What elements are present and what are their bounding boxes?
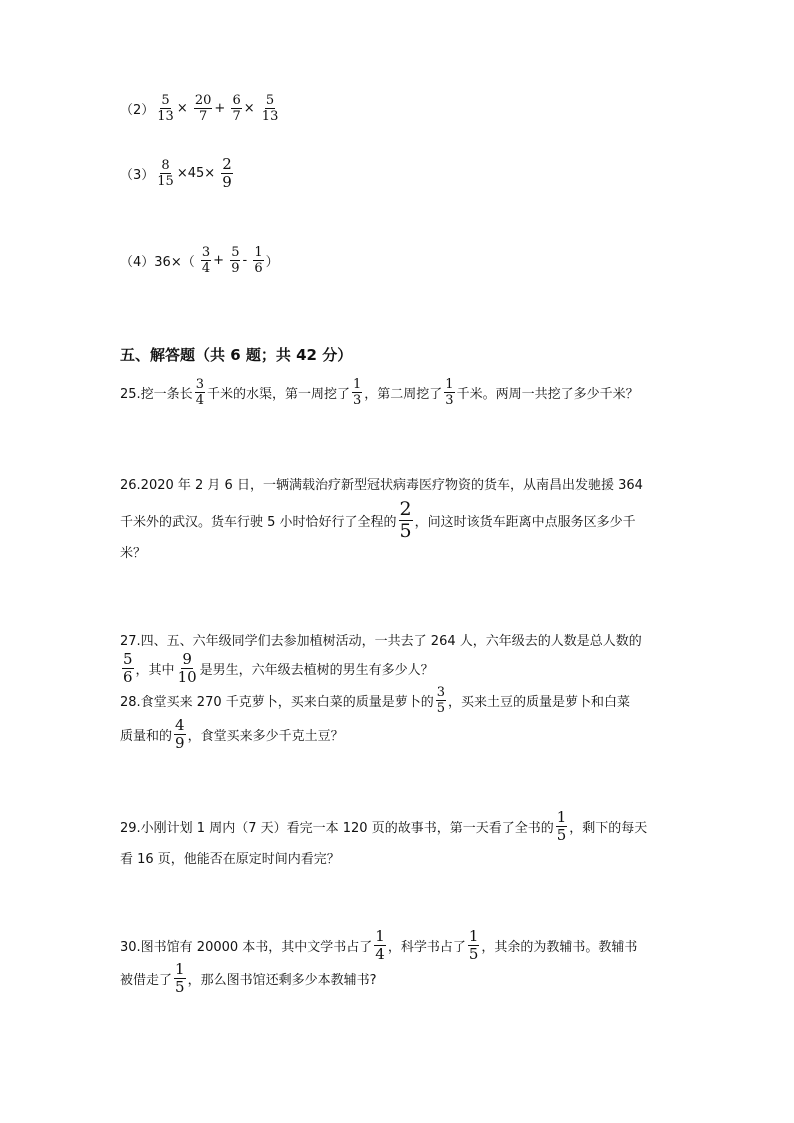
fraction: $\frac{6}{7}$	[232, 93, 241, 124]
operator: ×	[176, 101, 188, 116]
question-text: 千米外的武汉。货车行驶 5 小时恰好行了全程的	[120, 515, 397, 530]
question-text: ，第二周挖了	[364, 387, 443, 402]
operator: -	[242, 253, 248, 268]
question-text: 30.图书馆有 20000 本书，其中文学书占了	[120, 940, 373, 955]
fraction: $\frac{1}{5}$	[175, 960, 185, 996]
fraction: $\frac{3}{5}$	[436, 685, 446, 716]
calc-item-3	[120, 157, 235, 190]
question-26-line-1	[120, 474, 643, 493]
question-29-line-2	[120, 848, 340, 867]
question-text: 千米的水渠，第一周挖了	[206, 387, 350, 402]
calc-item-4	[120, 246, 279, 275]
question-28-line-1	[120, 686, 630, 715]
question-text: 是男生，六年级去植树的男生有多少人？	[199, 663, 434, 678]
item-label: （2）	[120, 103, 155, 118]
fraction: $\frac{20}{7}$	[194, 93, 212, 124]
question-text: ，买来土豆的质量是萝卜和白菜	[448, 695, 631, 710]
fraction: $\frac{1}{3}$	[352, 377, 362, 408]
operator: +	[213, 253, 225, 268]
question-text: 被借走了	[120, 973, 173, 988]
question-25	[120, 378, 639, 407]
calc-item-2	[120, 94, 281, 123]
fraction: $\frac{3}{4}$	[195, 377, 204, 408]
fraction: $\frac{1}{6}$	[254, 245, 263, 276]
fraction: $\frac{1}{5}$	[468, 927, 479, 963]
fraction: $\frac{8}{15}$	[157, 158, 174, 189]
expression-text: 36×（	[154, 255, 195, 270]
question-text: 看 16 页，他能否在原定时间内看完？	[120, 852, 340, 867]
fraction: $\frac{1}{4}$	[375, 927, 385, 963]
fraction: $\frac{5}{13}$	[261, 93, 279, 124]
item-label: （3）	[120, 168, 155, 183]
section-title: 五、解答题（共 6 题；共 42 分）	[120, 346, 353, 364]
question-text: ，其中	[135, 663, 175, 678]
operator: ×	[243, 101, 255, 116]
question-text: ，那么图书馆还剩多少本教辅书?	[187, 973, 377, 988]
fraction: $\frac{2}{9}$	[222, 155, 232, 191]
question-text: ，科学书占了	[387, 940, 466, 955]
expression-text: ）	[265, 255, 279, 270]
item-label: （4）	[120, 255, 155, 270]
question-28-line-2	[120, 718, 344, 751]
fraction: $\frac{1}{5}$	[556, 808, 567, 844]
question-29-line-1	[120, 810, 647, 843]
fraction: $\frac{5}{6}$	[123, 650, 133, 686]
question-text: ，食堂买来多少千克土豆？	[187, 729, 344, 744]
expression-text: ×45×	[176, 166, 216, 181]
question-26-line-3	[120, 542, 146, 561]
question-text: 29.小刚计划 1 周内（7 天）看完一本 120 页的故事书，第一天看了全书的	[120, 821, 554, 836]
fraction: $\frac{5}{9}$	[231, 245, 240, 276]
question-text: 千米。两周一共挖了多少千米？	[456, 387, 639, 402]
question-text: ，问这时该货车距离中点服务区多少千	[414, 515, 636, 530]
question-text: ，剩下的每天	[569, 821, 648, 836]
fraction: $\frac{4}{9}$	[175, 716, 185, 752]
question-text: ，其余的为教辅书。教辅书	[481, 940, 638, 955]
fraction: $\frac{5}{13}$	[157, 93, 174, 124]
operator: +	[214, 101, 226, 116]
fraction: $\frac{9}{10}$	[177, 650, 197, 686]
question-text: 26.2020 年 2 月 6 日，一辆满载治疗新型冠状病毒医疗物资的货车，从南昌出发驰援 364	[120, 478, 643, 493]
question-27-line-2	[120, 652, 434, 685]
question-text: 27.四、五、六年级同学们去参加植树活动，一共去了 264 人，六年级去的人数是总人数的	[120, 634, 642, 649]
question-30-line-2	[120, 962, 376, 995]
fraction: $\frac{1}{3}$	[445, 377, 454, 408]
question-text: 25.挖一条长	[120, 387, 193, 402]
fraction: $\frac{3}{4}$	[201, 245, 211, 276]
question-27-line-1	[120, 630, 642, 649]
question-26-line-2	[120, 500, 636, 541]
question-text: 28.食堂买来 270 千克萝卜，买来白菜的质量是萝卜的	[120, 695, 434, 710]
question-30-line-1	[120, 929, 637, 962]
question-text: 质量和的	[120, 729, 173, 744]
question-text: 米？	[120, 546, 147, 561]
fraction: $\frac{2}{5}$	[399, 498, 412, 542]
